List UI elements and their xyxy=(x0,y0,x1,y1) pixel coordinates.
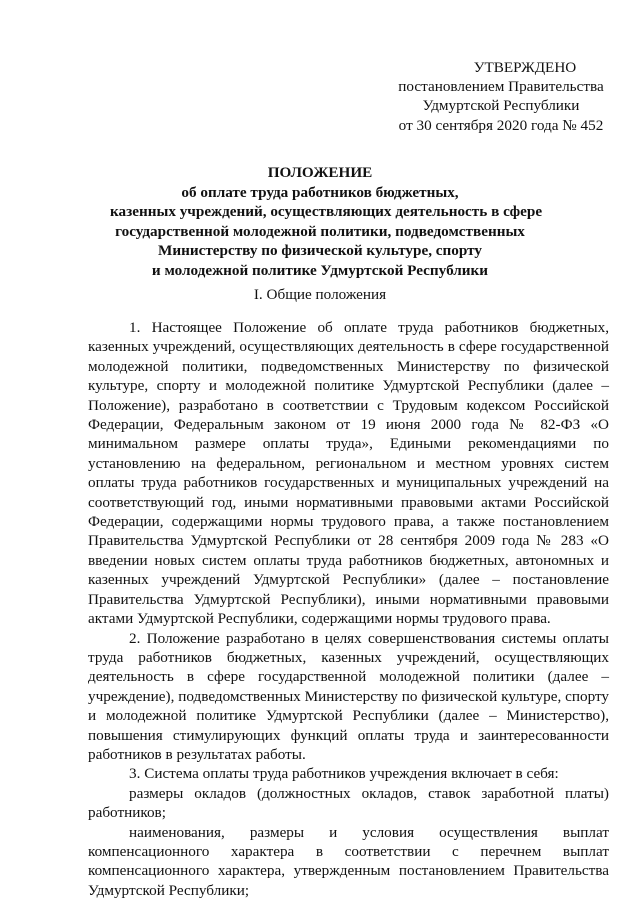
paragraph: 1. Настоящее Положение об оплате труда работников бюджетных, казенных учреждений, осуществляющих деятельность в сфере государственной молодежной политики, подведомственных Министерству по физической культуре, спорту и молодежной политике Удмуртской Республики (далее – Положение), разработано в соответствии с Трудовым кодексом Российской Федерации, Федеральным законом от 19 июня 2000 года № 82-ФЗ «О минимальном размере оплаты труда», Едиными рекомендациями по установлению на федеральном, региональном и местном уровнях систем оплаты труда работников государственных и муниципальных учреждений на соответствующий год, иными нормативными правовыми актами Российской Федерации, содержащими нормы трудового права, а также постановлением Правительства Удмуртской Республики от 28 сентября 2009 года № 283 «О введении новых систем оплаты труда работников бюджетных, автономных и казенных учреждений Удмуртской Республики» (далее – постановление Правительства Удмуртской Республики), иными нормативными правовыми актами Удмуртской Республики, содержащими нормы трудового права. xyxy=(88,319,609,628)
paragraph: размеры окладов (должностных окладов, ставок заработной платы) работников; xyxy=(88,784,609,822)
title-line: Министерству по физической культуре, спорту xyxy=(158,242,482,260)
document-body xyxy=(88,318,609,900)
title-line: и молодежной политике Удмуртской Республики xyxy=(151,261,489,279)
title-line: казенных учреждений, осуществляющих деятельность в сфере xyxy=(110,203,543,221)
paragraph: 2. Положение разработано в целях совершенствования системы оплаты труда работников бюджетных, казенных учреждений, осуществляющих деятельность в сфере государственной молодежной политики (далее – учреждение), подведомственных Министерству по физической культуре, спорту и молодежной политике Удмуртской Республики (далее – Министерство), повышения стимулирующих функций оплаты труда и заинтересованности работников в результатах работы. xyxy=(88,629,609,763)
approval-line: от 30 сентября 2020 года № 452 xyxy=(398,116,604,134)
title-line: об оплате труда работников бюджетных, xyxy=(181,183,459,201)
title-line: государственной молодежной политики, подведомственных xyxy=(115,222,525,240)
approval-line: Удмуртской Республики xyxy=(422,97,580,115)
approval-heading: УТВЕРЖДЕНО xyxy=(473,59,577,76)
approval-stamp xyxy=(383,58,619,135)
section-heading: I. Общие положения xyxy=(253,286,387,303)
title-line: ПОЛОЖЕНИЕ xyxy=(267,164,373,181)
paragraph: 3. Система оплаты труда работников учреждения включает в себя: xyxy=(129,765,559,783)
document-title xyxy=(110,163,543,281)
paragraph: наименования, размеры и условия осуществления выплат компенсационного характера в соответствии с перечнем выплат компенсационного характера, утвержденным постановлением Правительства Удмуртской Республики; xyxy=(88,823,609,899)
approval-line: постановлением Правительства xyxy=(398,78,604,96)
